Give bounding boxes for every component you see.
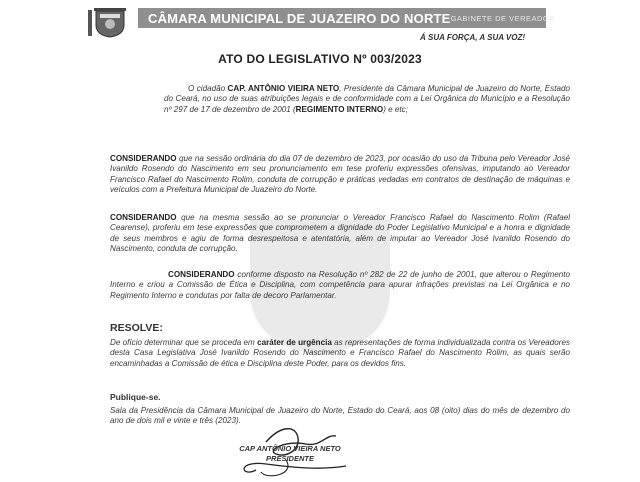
publique-se: Publique-se. xyxy=(110,392,161,402)
header-title: CÂMARA MUNICIPAL DE JUAZEIRO DO NORTE xyxy=(148,10,451,26)
signer-role: PRESIDENTE xyxy=(266,454,314,463)
slogan: Á SUA FORÇA, A SUA VOZ! xyxy=(420,33,526,42)
camara-coat-of-arms-logo xyxy=(88,8,130,38)
resolve-heading: RESOLVE: xyxy=(110,322,163,334)
header-bar xyxy=(138,8,556,28)
sala-paragraph: Sala da Presidência da Câmara Municipal de Juazeiro do Norte, Estado do Ceará, aos 08 (oito) dias do mês de dezembro do ano de dois mil e vinte e três (2023). xyxy=(110,406,570,426)
intro-paragraph: O cidadão CAP. ANTÔNIO VIEIRA NETO, Presidente da Câmara Municipal de Juazeiro do Norte, Estado do Ceará, no uso de suas atribuições legais e de conformidade com a Lei Orgânica do Município e a Resolução nº 297 de 17 de dezembro de 2001 (REGIMENTO INTERNO) e etc; xyxy=(164,84,570,114)
signer-name: CAP ANTÔNIO VIEIRA NETO xyxy=(239,444,341,453)
document-title: ATO DO LEGISLATIVO Nº 003/2023 xyxy=(218,52,422,66)
considerando-paragraph-3: CONSIDERANDO conforme disposto na Resolução nº 282 de 22 de junho de 2001, que alterou o Regimento Interno e criou a Comissão de Ética e Disciplina, com competência para apurar infrações previstas na Lei Orgânica e no Regimento Interno e condutas por falta de decoro Parlamentar. xyxy=(110,270,570,300)
considerando-paragraph-2: CONSIDERANDO que na mesma sessão ao se pronunciar o Vereador Francisco Rafael do Nascimento Rolim (Rafael Cearense), proferiu em tese expressões que comprometem a dignidade do Poder Legislativo Municipal e a honra e dignidade de seus membros e agiu de forma desrespeitosa e atentatória, além de imputar ao Vereador José Ivanildo Rosendo do Nascimento, conduta de corrupção. xyxy=(110,213,570,253)
resolve-paragraph: De ofício determinar que se proceda em caráter de urgência as representações de forma individualizada contra os Vereadores desta Casa Legislativa José Ivanildo Rosendo do Nascimento e Francisco Rafael do Nascimento Rolim, as quais serão encaminhadas a Comissão de ética e Disciplina deste Poder, para os devidos fins. xyxy=(110,338,571,368)
header-subtitle: GABINETE DE VEREADOR xyxy=(450,13,556,23)
considerando-paragraph-1: CONSIDERANDO que na sessão ordinária do dia 07 de dezembro de 2023, por ocasião do uso da Tribuna pelo Vereador José Ivanildo Rosendo do Nascimento em seu pronunciamento em tese proferiu expressões ofensivas, imputando ao Vereador Francisco Rafael do Nascimento Rolim, conduta de corrupção e práticas vedadas em contratos de destinação de máquinas e veículos com a Prefeitura Municipal de Juazeiro do Norte. xyxy=(110,154,570,194)
